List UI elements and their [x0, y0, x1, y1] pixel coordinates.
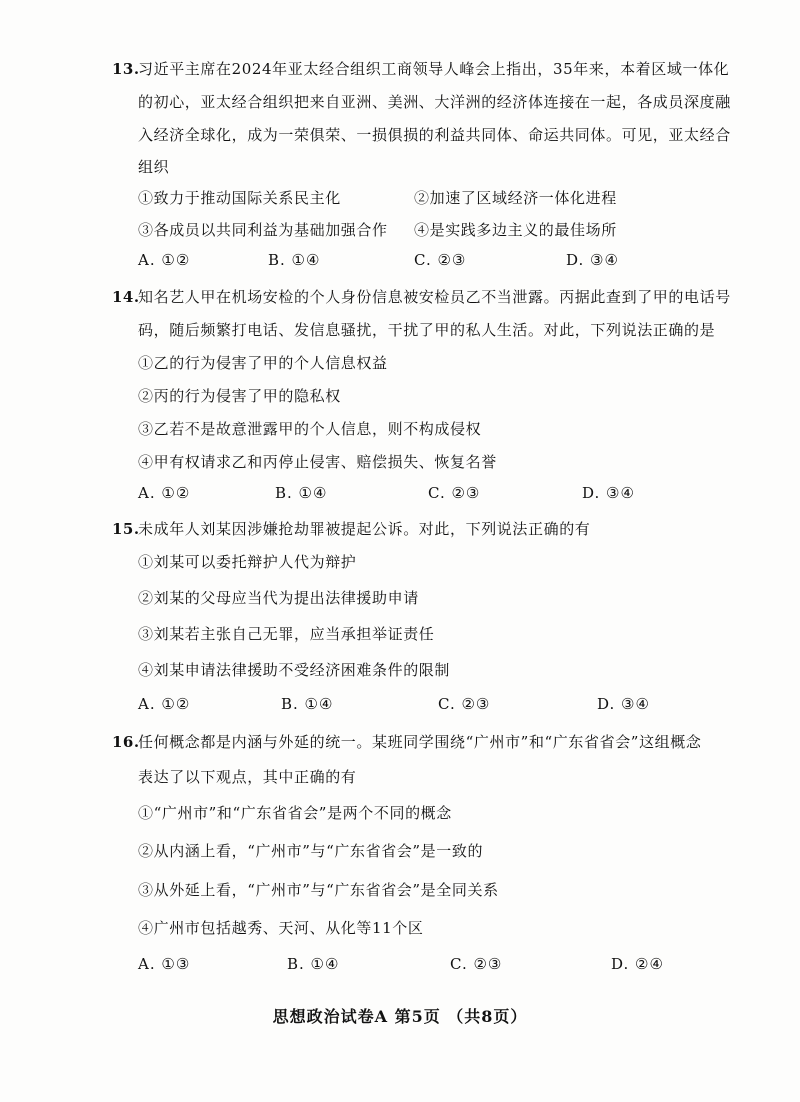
answer-choice-a: A. ①② — [138, 484, 191, 502]
statement-2: ②丙的行为侵害了甲的隐私权 — [138, 387, 341, 405]
page-footer: 思想政治试卷A 第5页 （共8页） — [272, 1007, 528, 1026]
answer-choice-a: A. ①② — [138, 251, 191, 269]
question-stem-line: 任何概念都是内涵与外延的统一。某班同学围绕“广州市”和“广东省省会”这组概念 — [138, 733, 702, 751]
statement-1: ①乙的行为侵害了甲的个人信息权益 — [138, 354, 388, 372]
statement-4: ④是实践多边主义的最佳场所 — [414, 221, 617, 239]
answer-choice-c: C. ②③ — [414, 251, 467, 269]
question-stem-line: 知名艺人甲在机场安检的个人身份信息被安检员乙不当泄露。丙据此查到了甲的电话号 — [138, 288, 731, 306]
answer-choice-d: D. ③④ — [597, 695, 650, 713]
answer-choice-b: B. ①④ — [281, 695, 334, 713]
statement-4: ④刘某申请法律援助不受经济困难条件的限制 — [138, 661, 451, 679]
answer-choice-c: C. ②③ — [450, 955, 503, 973]
statement-3: ③乙若不是故意泄露甲的个人信息，则不构成侵权 — [138, 420, 482, 438]
question-number: 13. — [112, 60, 140, 78]
statement-4: ④甲有权请求乙和丙停止侵害、赔偿损失、恢复名誉 — [138, 453, 497, 471]
question-stem-line: 组织 — [138, 158, 170, 176]
answer-choice-b: B. ①④ — [275, 484, 328, 502]
statement-2: ②刘某的父母应当代为提出法律援助申请 — [138, 589, 419, 607]
question-stem-line: 入经济全球化，成为一荣俱荣、一损俱损的利益共同体、命运共同体。可见，亚太经合 — [138, 126, 731, 144]
answer-choice-c: C. ②③ — [438, 695, 491, 713]
answer-choice-d: D. ③④ — [566, 251, 619, 269]
statement-3: ③各成员以共同利益为基础加强合作 — [138, 221, 388, 239]
question-stem-line: 的初心，亚太经合组织把来自亚洲、美洲、大洋洲的经济体连接在一起，各成员深度融 — [138, 93, 731, 111]
statement-3: ③从外延上看，“广州市”与“广东省省会”是全同关系 — [138, 881, 499, 899]
question-number: 16. — [112, 733, 140, 751]
question-stem-line: 未成年人刘某因涉嫌抢劫罪被提起公诉。对此，下列说法正确的有 — [138, 520, 591, 538]
answer-choice-d: D. ③④ — [582, 484, 635, 502]
statement-1: ①刘某可以委托辩护人代为辩护 — [138, 553, 357, 571]
statement-4: ④广州市包括越秀、天河、从化等11个区 — [138, 919, 424, 937]
statement-3: ③刘某若主张自己无罪，应当承担举证责任 — [138, 625, 435, 643]
question-stem-line: 习近平主席在2024年亚太经合组织工商领导人峰会上指出，35年来，本着区域一体化 — [138, 60, 730, 78]
question-number: 15. — [112, 520, 140, 538]
statement-2: ②从内涵上看，“广州市”与“广东省省会”是一致的 — [138, 842, 484, 860]
question-number: 14. — [112, 288, 140, 306]
statement-1: ①“广州市”和“广东省省会”是两个不同的概念 — [138, 804, 452, 822]
answer-choice-a: A. ①③ — [138, 955, 191, 973]
answer-choice-a: A. ①② — [138, 695, 191, 713]
statement-1: ①致力于推动国际关系民主化 — [138, 189, 341, 207]
question-stem-line: 码，随后频繁打电话、发信息骚扰，干扰了甲的私人生活。对此，下列说法正确的是 — [138, 321, 716, 339]
question-stem-line: 表达了以下观点，其中正确的有 — [138, 768, 357, 786]
answer-choice-b: B. ①④ — [268, 251, 321, 269]
answer-choice-b: B. ①④ — [287, 955, 340, 973]
statement-2: ②加速了区域经济一体化进程 — [414, 189, 617, 207]
answer-choice-c: C. ②③ — [428, 484, 481, 502]
answer-choice-d: D. ②④ — [611, 955, 664, 973]
